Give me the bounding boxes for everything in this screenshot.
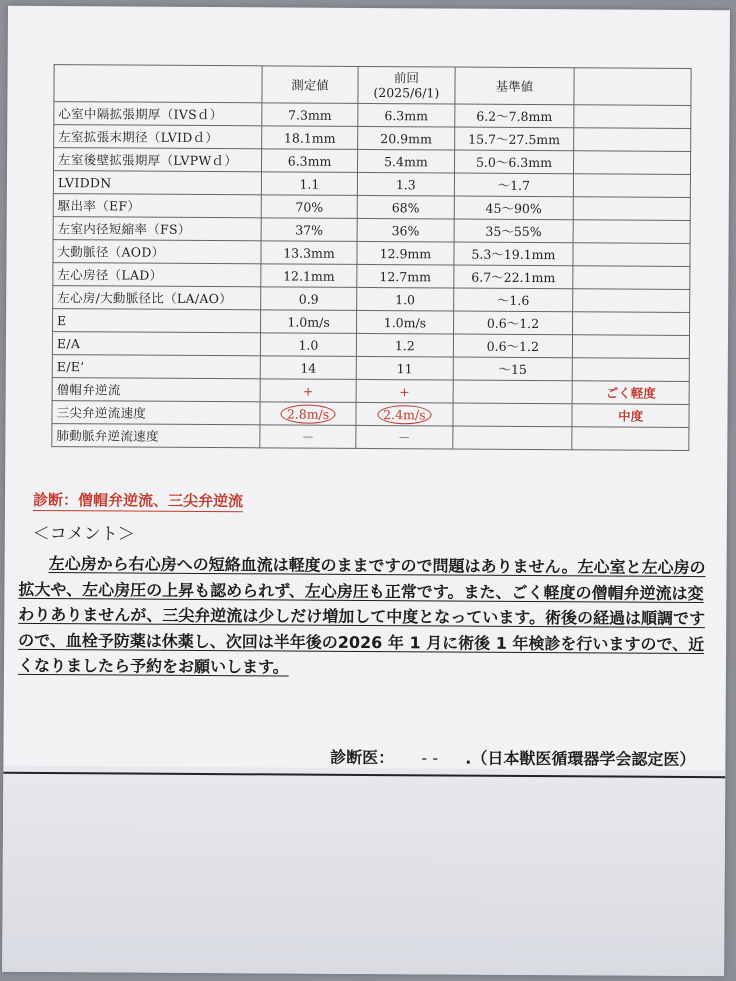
- row-previous-text: +: [399, 383, 410, 399]
- row-label: [52, 424, 260, 448]
- comment-line: 2026 年 1 月に術後 1 年検診を行いますので、近くなりましたら予約をお願いしま: [17, 632, 705, 677]
- row-current-text: 1.1: [299, 176, 320, 192]
- row-previous-text: 1.0m/s: [383, 314, 427, 330]
- row-note: [574, 151, 691, 175]
- comment-line: 左心房から右心房への短絡血流は軽度のままですので問題はありません。左心室: [48, 554, 626, 577]
- row-label: [53, 194, 261, 218]
- row-label: [52, 332, 260, 356]
- row-previous-text: 5.4mm: [384, 153, 428, 169]
- row-current-text: +: [302, 383, 314, 399]
- row-previous: [357, 241, 454, 265]
- row-note-text: 中度: [618, 408, 644, 424]
- row-reference: [453, 403, 573, 427]
- row-previous: [356, 379, 453, 403]
- row-previous-text: 20.9mm: [380, 130, 432, 146]
- row-previous: [356, 402, 453, 426]
- row-previous: [358, 126, 455, 150]
- row-label: [53, 286, 261, 310]
- comment-line: く軽度の僧帽弁逆流は変わりありませんが、三尖弁逆流は少しだけ増加して中度と: [18, 582, 704, 627]
- row-reference: [453, 288, 573, 312]
- row-current: [261, 264, 357, 288]
- row-previous-text: 1.0: [395, 291, 416, 307]
- row-reference-text: 5.3～19.1mm: [471, 246, 556, 263]
- header-current: 測定値: [262, 66, 358, 104]
- signature-affiliation: .（日本獣医循環器学会認定医）: [465, 748, 696, 770]
- row-label-text: 左室内径短縮率（FS）: [57, 221, 191, 237]
- row-reference-text: ～1.6: [496, 292, 530, 308]
- row-current-text: 0.9: [298, 291, 319, 307]
- row-current: [260, 310, 356, 334]
- signature-name-redacted: ‐ ‐: [421, 748, 439, 768]
- row-current-text: 12.1mm: [283, 267, 335, 284]
- row-previous: [357, 195, 454, 219]
- row-current: [262, 103, 358, 127]
- row-current: [260, 425, 356, 449]
- comment-line: す。: [257, 657, 289, 677]
- comment-line: と左心房の拡大や、左心房圧の上昇も認められず、左心房圧も正常です。また、ご: [18, 557, 706, 602]
- row-label: [53, 309, 261, 333]
- row-reference-text: 35～55%: [485, 223, 542, 240]
- row-previous-text: 1.2: [394, 337, 415, 353]
- row-label-text: 左室拡張末期径（LVIDｄ）: [58, 129, 219, 146]
- header-label: [54, 65, 262, 103]
- row-label-text: E: [57, 312, 67, 328]
- row-reference: [454, 104, 574, 128]
- row-current-text: 1.0: [298, 337, 319, 353]
- row-current-text: 7.3mm: [288, 107, 332, 123]
- row-previous-text: 12.7mm: [379, 268, 432, 284]
- row-label: [53, 217, 261, 241]
- row-note: [572, 404, 689, 428]
- row-label-text: E/A: [56, 335, 81, 351]
- row-reference: [453, 357, 573, 381]
- row-previous-text: 36%: [391, 222, 420, 238]
- row-note: [574, 174, 691, 198]
- row-reference-text: 0.6～1.2: [486, 338, 540, 355]
- table-row: [52, 424, 689, 451]
- row-previous: [358, 149, 455, 173]
- report-sheet: [2, 6, 730, 976]
- header-reference: 基準値: [455, 67, 575, 105]
- row-reference: [454, 127, 574, 151]
- row-note: [572, 427, 689, 451]
- row-label: [54, 125, 262, 149]
- row-current-text: 6.3mm: [287, 153, 332, 169]
- row-reference-text: 6.2～7.8mm: [476, 108, 553, 125]
- row-label-text: 左心房径（LAD）: [57, 267, 163, 283]
- row-label-text: 僧帽弁逆流: [56, 382, 121, 398]
- row-previous: [356, 425, 453, 449]
- row-current: [262, 126, 358, 150]
- row-current-text: 13.3mm: [283, 244, 335, 261]
- row-label-text: E/E’: [56, 358, 85, 374]
- row-reference-text: ～1.7: [497, 177, 531, 193]
- row-note-text: ごく軽度: [605, 385, 656, 401]
- echo-measurement-table: [51, 64, 691, 451]
- diagnosis: 診断：僧帽弁逆流、三尖弁逆流: [32, 490, 244, 511]
- row-current: [261, 195, 357, 219]
- row-label: [54, 148, 262, 172]
- header-note: [574, 68, 691, 106]
- table-header-row: [54, 65, 691, 106]
- row-previous: [357, 310, 454, 334]
- row-label-text: 肺動脈弁逆流速度: [56, 428, 159, 444]
- header-previous: [358, 66, 455, 104]
- row-label: [53, 240, 261, 264]
- row-reference-text: 45～90%: [485, 200, 542, 217]
- comment-line: なっています。術後の経過は順調ですので、血栓予防薬は休薬し、次回は半年後の: [18, 607, 706, 652]
- row-current: [260, 356, 356, 380]
- header-previous-title: 前回: [393, 70, 419, 86]
- row-reference: [454, 196, 574, 220]
- row-previous: [356, 356, 453, 380]
- row-previous: [357, 218, 454, 242]
- row-note: [573, 266, 690, 290]
- row-reference: [453, 380, 573, 404]
- row-previous-text: 11: [396, 360, 413, 376]
- row-note: [573, 289, 690, 313]
- row-current: [261, 149, 357, 173]
- row-reference-text: 5.0～6.3mm: [475, 154, 552, 171]
- row-current-text: 37%: [295, 222, 324, 238]
- row-note: [572, 358, 689, 382]
- row-reference: [454, 219, 574, 243]
- row-reference: [453, 265, 573, 289]
- row-previous-text: －: [397, 430, 411, 446]
- row-note: [574, 105, 691, 129]
- row-previous-text: 6.3mm: [384, 107, 429, 123]
- row-note: [573, 220, 690, 244]
- row-label-text: 左心房/大動脈径比（LA/AO）: [57, 290, 233, 307]
- row-current: [261, 241, 357, 265]
- row-previous: [356, 333, 453, 357]
- row-previous: [357, 172, 454, 196]
- row-reference: [453, 334, 573, 358]
- row-reference-text: 0.6～1.2: [486, 315, 540, 332]
- row-previous: [358, 103, 455, 127]
- row-current: [261, 218, 357, 242]
- row-current-text: 2.8m/s: [281, 404, 335, 423]
- row-note: [573, 197, 690, 221]
- row-label-text: 大動脈径（AOD）: [57, 244, 165, 260]
- row-reference: [453, 311, 573, 335]
- row-previous-text: 12.9mm: [379, 245, 432, 261]
- header-previous-date: (2025/6/1): [373, 85, 440, 101]
- row-label: [54, 102, 262, 126]
- row-note: [573, 243, 690, 267]
- row-label: [52, 355, 260, 379]
- row-current-text: 18.1mm: [283, 129, 336, 146]
- signature-label: 診断医：: [330, 747, 395, 768]
- row-reference-text: ～15: [498, 361, 527, 377]
- row-label: [53, 263, 261, 287]
- row-current-text: －: [301, 429, 315, 445]
- comment-heading: ＜コメント＞: [32, 523, 135, 545]
- row-current: [260, 379, 356, 403]
- row-note: [572, 381, 689, 405]
- row-current: [260, 333, 356, 357]
- row-reference: [454, 173, 574, 197]
- row-note: [573, 312, 690, 336]
- row-reference-text: 15.7～27.5mm: [468, 131, 561, 148]
- row-label-text: 左室後壁拡張期厚（LVPWｄ）: [58, 152, 238, 169]
- row-reference-text: 6.7～22.1mm: [471, 269, 556, 286]
- row-previous: [357, 287, 454, 311]
- row-label-text: LVIDDN: [57, 174, 112, 190]
- row-label: [52, 378, 260, 402]
- row-note: [574, 128, 691, 152]
- row-reference: [452, 426, 572, 450]
- row-current-text: 1.0m/s: [287, 314, 330, 330]
- row-reference: [454, 150, 574, 174]
- row-label: [53, 171, 261, 195]
- row-current-text: 14: [300, 360, 317, 376]
- row-label-text: 三尖弁逆流速度: [56, 405, 147, 421]
- row-label-text: 心室中隔拡張期厚（IVSｄ）: [58, 106, 223, 123]
- row-previous-text: 68%: [391, 199, 420, 215]
- row-current-text: 70%: [295, 199, 324, 215]
- row-previous-text: 2.4m/s: [377, 405, 431, 424]
- row-current: [260, 402, 356, 426]
- paper-shadow: [2, 766, 725, 976]
- row-note: [573, 335, 690, 359]
- signature: [330, 745, 695, 770]
- row-label: [52, 401, 260, 425]
- row-current: [261, 287, 357, 311]
- comment-body: [18, 551, 709, 683]
- row-label-text: 駆出率（EF）: [57, 198, 141, 214]
- row-reference: [454, 242, 574, 266]
- row-previous-text: 1.3: [395, 176, 416, 192]
- row-previous: [357, 264, 454, 288]
- row-current: [261, 172, 357, 196]
